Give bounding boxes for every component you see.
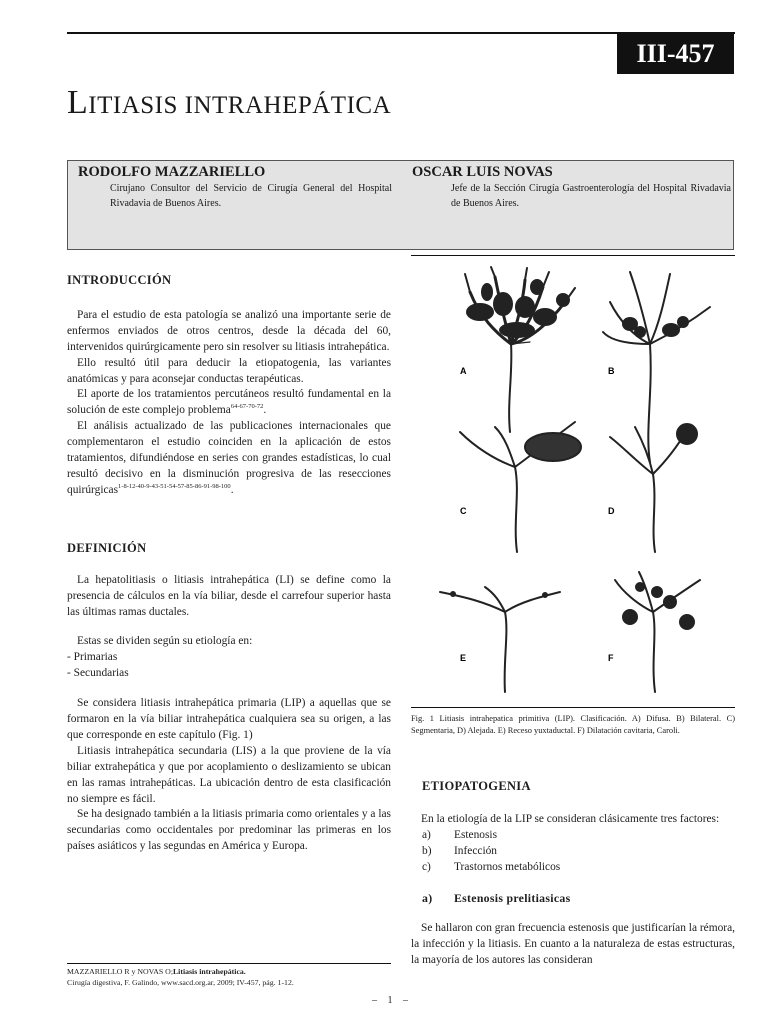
etiology-list — [67, 650, 391, 682]
definicion-paragraph: La hepatolitiasis o litiasis intrahepática (LI) se define como la presencia de cálculos en la vía biliar, desde el carrefour superior hasta las últimas ramas ductales. — [67, 573, 391, 618]
figure-1-illustration — [425, 262, 737, 704]
intro-text: El aporte de los tratamientos percutáneos resultó fundamental en la solución de este complejo problema — [67, 388, 391, 417]
factor-mark: a) — [422, 828, 431, 841]
figure-letter: B — [608, 366, 615, 376]
figure-letter: C — [460, 506, 467, 516]
references: 1-8-12-40-9-43-51-54-57-85-86-91-98-100 — [118, 482, 231, 490]
list-item: - Primarias — [67, 651, 118, 664]
author-1-affiliation: Cirujano Consultor del Servicio de Cirugía General del Hospital Rivadavia de Buenos Aires. — [110, 183, 392, 209]
figure-rule — [411, 707, 735, 708]
footer-citation — [67, 966, 294, 988]
citation-line — [67, 966, 294, 977]
chapter-code: III-457 — [617, 34, 734, 74]
references: 64-67-70-72 — [230, 403, 264, 411]
diagram-c — [460, 422, 581, 552]
definicion-paragraph: Estas se dividen según su etiología en: — [77, 635, 253, 648]
title-initial: L — [67, 84, 89, 121]
etiopatogenia-paragraph: Se hallaron con gran frecuencia estenosis que justificarían la rémora, la infección y la litiasis. En cuanto a la naturaleza de estas estructuras, la mayoría de los autores las consideran — [411, 922, 735, 967]
biliary-tree-drawings — [425, 262, 737, 704]
author-2-name: OSCAR LUIS NOVAS — [412, 164, 553, 180]
intro-heading: INTRODUCCIÓN — [67, 273, 172, 287]
figure-letter: F — [608, 653, 614, 663]
factor-text: Infección — [454, 844, 498, 857]
factor-text: Trastornos metabólicos — [454, 860, 561, 873]
definicion-paragraph: Se considera litiasis intrahepática primaria (LIP) a aquellas que se formaron en la vía biliar intrahepática cualquiera sea su origen, a las que corresponde en este capítulo (Fig. 1) — [67, 697, 391, 741]
sub-heading-mark: a) — [422, 890, 433, 905]
definicion-paragraph: Litiasis intrahepática secundaria (LIS) a la que proviene de la vía biliar extrahepática y que por acoplamiento o deslizamiento se ubican en las ramas intrahepáticas. La ubicación dentro de esta clasificación no siempre es fácil. — [67, 744, 391, 805]
list-item: - Secundarias — [67, 667, 129, 680]
sub-heading-text: Estenosis prelitiasicas — [454, 890, 571, 905]
intro-paragraph: Para el estudio de esta patología se analizó una importante serie de enfermos enviados de otros centros, desde la década del 60, intervenidos quirúrgicamente pero sin resolver su litiasis intrahepática. — [67, 308, 391, 353]
article-title — [67, 84, 391, 122]
title-rest: ITIASIS INTRAHEPÁTICA — [88, 92, 392, 119]
definicion-paragraph: Se ha designado también a la litiasis primaria como orientales y a las secundarias como occidentales por predominar las primeras en los países asiáticos y las segundas en América y Europa. — [67, 808, 391, 853]
factor-item — [422, 844, 735, 860]
figure-letter: D — [608, 506, 615, 516]
figure-letter: E — [460, 653, 467, 663]
left-column — [67, 273, 391, 855]
right-column — [411, 779, 735, 969]
column-rule — [411, 255, 735, 256]
intro-text: El análisis actualizado de las publicaciones internacionales que complementaron el estudio coinciden en la aplicación de estos tratamientos, difundiéndose en series con grandes estadísticas, lo cual resultó decisivo en la disminución progresiva de las resecciones quirúrgicas — [67, 420, 391, 496]
author-2-affiliation: Jefe de la Sección Cirugía Gastroenterología del Hospital Rivadavia de Buenos Aires. — [451, 183, 731, 209]
authors-box — [67, 160, 734, 250]
footer-rule — [67, 963, 391, 964]
etiopatogenia-paragraph: En la etiología de la LIP se consideran clásicamente tres factores: — [421, 812, 720, 825]
diagram-a — [465, 267, 575, 432]
diagram-f — [615, 572, 700, 692]
factor-item — [422, 828, 735, 844]
page-number: – 1 – — [372, 995, 412, 1006]
citation-title: Litiasis intrahepática. — [172, 967, 246, 976]
factor-mark: c) — [422, 860, 431, 873]
figure-caption: Fig. 1 Litiasis intrahepatica primitiva (LIP). Clasificación. A) Difusa. B) Bilateral. C) Segmentaria, D) Alejada. E) Receso yuxtaductal. F) Dilatación cavitaria, Caroli. — [411, 714, 735, 735]
citation-source: Cirugía digestiva, F. Galindo, www.sacd.org.ar, 2009; IV-457, pág. 1-12. — [67, 978, 294, 987]
diagram-d — [610, 424, 697, 552]
etiopatogenia-heading: ETIOPATOGENIA — [422, 779, 531, 793]
factors-list — [411, 828, 735, 876]
sub-heading — [411, 891, 735, 907]
intro-paragraph: Ello resultó útil para deducir la etiopatogenia, las variantes anatómicas y para aconsejar conductas terapéuticas. — [67, 356, 391, 385]
factor-item — [422, 860, 735, 876]
intro-paragraph: El análisis actualizado de las publicaciones internacionales que complementaron el estudio coinciden en la aplicación de estos tratamientos, difundiéndose en series con grandes estadísticas, lo cual resultó decisivo en la disminución progresiva de las resecciones quirúrgicas$^{1-8-12-40-9-43-51-54-57-85-86-91-98-100}$. — [67, 420, 391, 496]
factor-text: Estenosis — [454, 828, 498, 841]
intro-paragraph: El aporte de los tratamientos percutáneos resultó fundamental en la solución de este complejo problema$^{64-67-70-72}$. — [67, 388, 391, 417]
author-1-name: RODOLFO MAZZARIELLO — [78, 164, 266, 180]
definicion-heading: DEFINICIÓN — [67, 540, 147, 555]
figure-letter: A — [460, 366, 467, 376]
factor-mark: b) — [422, 844, 432, 857]
citation-authors: MAZZARIELLO R y NOVAS O; — [67, 967, 173, 976]
diagram-e — [440, 587, 560, 692]
